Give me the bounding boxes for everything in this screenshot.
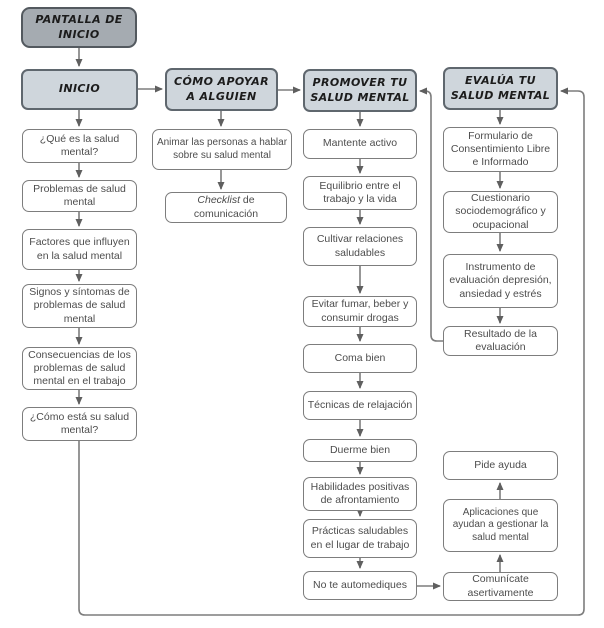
node-aplicaciones-gestionar: Aplicaciones que ayudan a gestionar la salud mental [443,499,558,552]
node-inicio: INICIO [21,69,138,110]
node-pantalla-de-inicio: PANTALLA DE INICIO [21,7,137,48]
node-signos-y-sintomas: Signos y síntomas de problemas de salud mental [22,284,137,328]
checklist-label [169,194,283,220]
edge-resultado-promover [420,91,443,341]
checklist-word-italic: Checklist [197,194,240,207]
node-no-te-automediques: No te automediques [303,571,417,600]
node-que-es-la-salud-mental: ¿Qué es la salud mental? [22,129,137,163]
node-pide-ayuda: Pide ayuda [443,451,558,480]
node-tecnicas-de-relajacion: Técnicas de relajación [303,391,417,420]
node-promover-tu-salud-mental: PROMOVER TU SALUD MENTAL [303,69,417,112]
node-practicas-saludables: Prácticas saludables en el lugar de trabajo [303,519,417,558]
node-habilidades-afrontamiento: Habilidades positivas de afrontamiento [303,477,417,511]
node-cuestionario-sociodemografico: Cuestionario sociodemográfico y ocupacional [443,191,558,233]
node-factores-que-influyen: Factores que influyen en la salud mental [22,229,137,270]
node-como-apoyar-a-alguien: CÓMO APOYAR A ALGUIEN [165,68,278,111]
node-cultivar-relaciones: Cultivar relaciones saludables [303,227,417,266]
node-duerme-bien: Duerme bien [303,439,417,462]
node-coma-bien: Coma bien [303,344,417,373]
node-animar-hablar-salud-mental: Animar las personas a hablar sobre su salud mental [152,129,292,170]
node-consecuencias-trabajo: Consecuencias de los problemas de salud mental en el trabajo [22,347,137,390]
node-mantente-activo: Mantente activo [303,129,417,159]
checklist-word-rest: de comunicación [193,194,259,220]
node-resultado-evaluacion: Resultado de la evaluación [443,326,558,356]
node-comunicate-asertivamente: Comunícate asertivamente [443,572,558,601]
node-equilibrio-trabajo-vida: Equilibrio entre el trabajo y la vida [303,176,417,210]
node-instrumento-evaluacion: Instrumento de evaluación depresión, ansiedad y estrés [443,254,558,308]
node-formulario-consentimiento: Formulario de Consentimiento Libre e Informado [443,127,558,172]
node-como-esta-su-salud-mental: ¿Cómo está su salud mental? [22,407,137,441]
node-evalua-tu-salud-mental: EVALÚA TU SALUD MENTAL [443,67,558,110]
node-evitar-fumar-beber-drogas: Evitar fumar, beber y consumir drogas [303,296,417,327]
node-checklist-de-comunicacion [165,192,287,223]
node-problemas-de-salud-mental: Problemas de salud mental [22,180,137,212]
